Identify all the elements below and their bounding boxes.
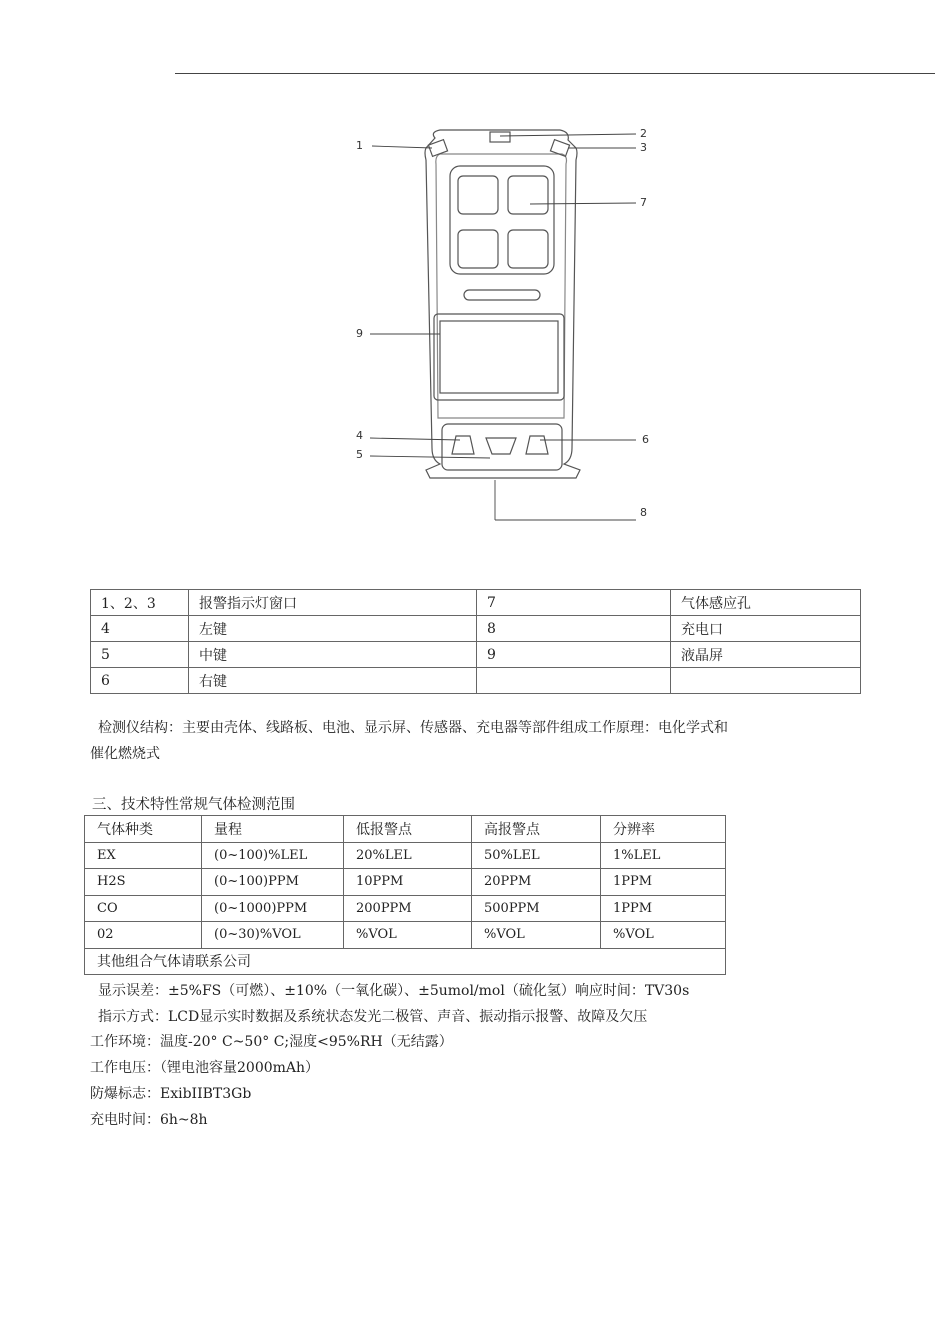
callout-2: 2 — [640, 127, 647, 140]
table-cell: (0~100)PPM — [202, 869, 344, 896]
table-cell: H2S — [85, 869, 202, 896]
table-row — [91, 616, 861, 642]
table-cell — [477, 668, 671, 694]
table-cell: (0~30)%VOL — [202, 922, 344, 949]
table-cell: CO — [85, 895, 202, 922]
middle-button — [486, 438, 516, 454]
callout-7: 7 — [640, 196, 647, 209]
device-diagram — [340, 118, 670, 528]
table-cell: 1PPM — [601, 895, 726, 922]
structure-paragraph — [90, 715, 860, 767]
right-button — [526, 436, 548, 454]
table-cell: (0~1000)PPM — [202, 895, 344, 922]
table-cell: 充电口 — [671, 616, 861, 642]
sensor-hole-2 — [508, 176, 548, 214]
sensor-hole-4 — [508, 230, 548, 268]
callout-1: 1 — [356, 139, 363, 152]
table-header-row — [85, 816, 726, 843]
table-header-cell: 高报警点 — [472, 816, 601, 843]
table-cell: 4 — [91, 616, 189, 642]
table-cell: 50%LEL — [472, 842, 601, 869]
table-header-cell: 气体种类 — [85, 816, 202, 843]
table-cell: 左键 — [189, 616, 477, 642]
led-window-center — [490, 132, 510, 142]
table-cell: 气体感应孔 — [671, 590, 861, 616]
spec-explosion: 防爆标志：ExibIIBT3Gb — [90, 1085, 252, 1102]
table-footer-cell: 其他组合气体请联系公司 — [85, 948, 726, 975]
parts-table — [90, 589, 861, 694]
structure-line-1: 检测仪结构：主要由壳体、线路板、电池、显示屏、传感器、充电器等部件组成工作原理：电化学式和 — [98, 720, 728, 736]
sensor-hole-3 — [458, 230, 498, 268]
spec-indication: 指示方式：LCD显示实时数据及系统状态发光二极管、声音、振动指示报警、故障及欠压 — [98, 1008, 648, 1025]
header-rule — [175, 73, 935, 74]
table-cell: 1%LEL — [601, 842, 726, 869]
spec-environment: 工作环境：温度-20° C~50° C;湿度<95%RH（无结露） — [90, 1034, 453, 1051]
sensor-hole-1 — [458, 176, 498, 214]
table-cell: 500PPM — [472, 895, 601, 922]
table-header-cell: 低报警点 — [344, 816, 472, 843]
button-panel — [442, 424, 562, 470]
speaker-slot — [464, 290, 540, 300]
table-cell: 7 — [477, 590, 671, 616]
lcd-frame — [434, 314, 564, 400]
table-header-cell: 分辨率 — [601, 816, 726, 843]
lcd-screen — [440, 321, 558, 393]
table-row — [91, 642, 861, 668]
spec-list — [90, 979, 689, 1133]
table-row — [85, 895, 726, 922]
table-cell: 8 — [477, 616, 671, 642]
table-cell: (0~100)%LEL — [202, 842, 344, 869]
gas-range-table — [84, 815, 726, 975]
sensor-block — [450, 166, 554, 274]
table-row — [91, 590, 861, 616]
structure-line-2: 催化燃烧式 — [90, 746, 160, 762]
table-cell: 液晶屏 — [671, 642, 861, 668]
table-row — [85, 922, 726, 949]
callout-5: 5 — [356, 448, 363, 461]
table-row — [91, 668, 861, 694]
table-cell: 200PPM — [344, 895, 472, 922]
table-cell: %VOL — [601, 922, 726, 949]
table-cell: 20%LEL — [344, 842, 472, 869]
spec-error: 显示误差：±5%FS（可燃）、±10%（一氧化碳）、±5umol/mol（硫化氢）响应时间：TV30s — [98, 983, 690, 999]
table-cell: 20PPM — [472, 869, 601, 896]
callout-8: 8 — [640, 506, 647, 519]
section-title: 三、技术特性常规气体检测范围 — [92, 797, 295, 813]
left-button — [452, 436, 474, 454]
table-cell: 1PPM — [601, 869, 726, 896]
table-cell: 5 — [91, 642, 189, 668]
callout-3: 3 — [640, 141, 647, 154]
table-cell: 右键 — [189, 668, 477, 694]
table-cell: %VOL — [472, 922, 601, 949]
callout-6: 6 — [642, 433, 649, 446]
table-cell: 中键 — [189, 642, 477, 668]
spec-charge: 充电时间：6h~8h — [90, 1111, 208, 1128]
table-row — [85, 869, 726, 896]
table-cell: %VOL — [344, 922, 472, 949]
table-footer-row — [85, 948, 726, 975]
table-cell: 10PPM — [344, 869, 472, 896]
callout-9: 9 — [356, 327, 363, 340]
table-cell — [671, 668, 861, 694]
table-cell: 02 — [85, 922, 202, 949]
callout-4: 4 — [356, 429, 363, 442]
table-cell: 报警指示灯窗口 — [189, 590, 477, 616]
table-header-cell: 量程 — [202, 816, 344, 843]
device-body-outline — [425, 130, 580, 478]
table-cell: 6 — [91, 668, 189, 694]
table-cell: EX — [85, 842, 202, 869]
spec-voltage: 工作电压：（锂电池容量2000mAh） — [90, 1060, 320, 1077]
table-cell: 1、2、3 — [91, 590, 189, 616]
table-row — [85, 842, 726, 869]
table-cell: 9 — [477, 642, 671, 668]
